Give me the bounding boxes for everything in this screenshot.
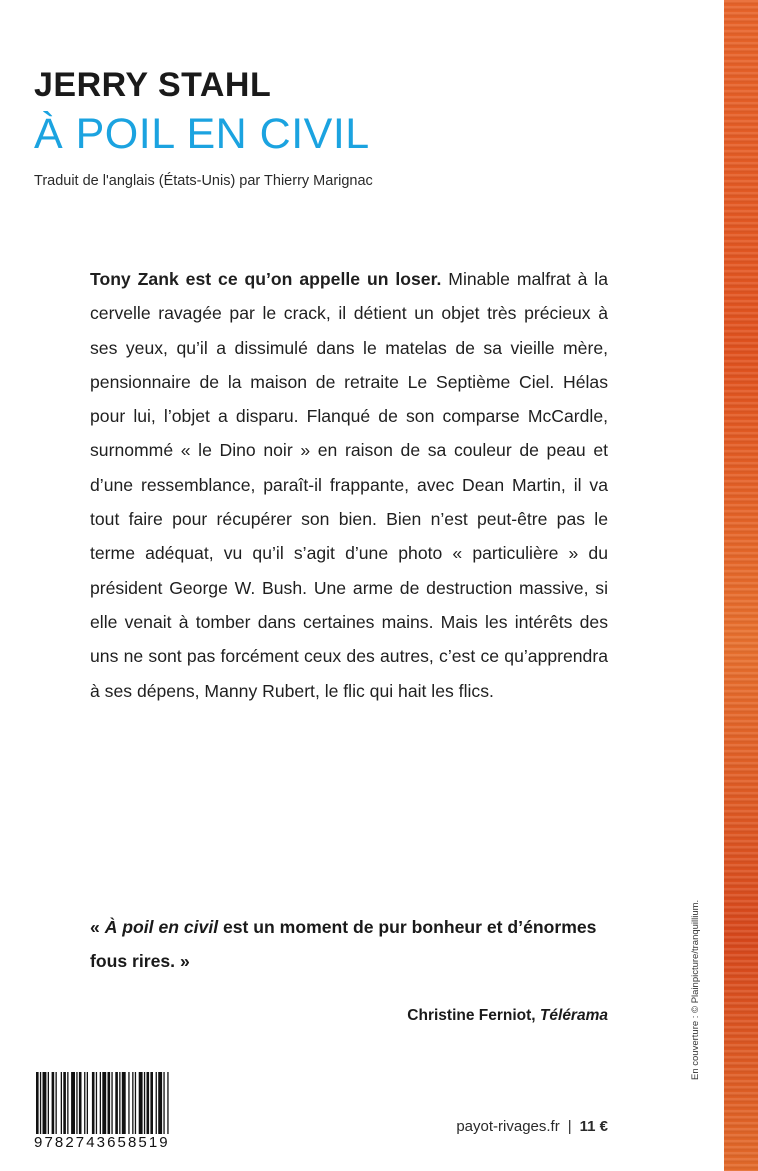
barcode-bar	[76, 1072, 77, 1134]
orange-spine-stripe	[724, 0, 758, 1171]
barcode-bar	[100, 1072, 101, 1134]
barcode-bar	[115, 1072, 118, 1134]
barcode-bar	[96, 1072, 97, 1134]
synopsis	[90, 262, 608, 708]
publisher-website: payot-rivages.fr	[456, 1118, 560, 1135]
quote-author: Christine Ferniot,	[407, 1007, 540, 1024]
barcode-bar	[135, 1072, 136, 1134]
barcode-bars	[34, 1072, 220, 1138]
translator-credit: Traduit de l'anglais (États-Unis) par Thierry Marignac	[34, 173, 373, 189]
barcode-bar	[158, 1072, 162, 1134]
barcode-bar	[79, 1072, 82, 1134]
barcode-bar	[92, 1072, 95, 1134]
barcode-bar	[122, 1072, 126, 1134]
cover-photo-credit: En couverture : © Plainpicture/tranquillium.	[690, 899, 701, 1080]
barcode-bar	[43, 1072, 47, 1134]
barcode-bar	[132, 1072, 133, 1134]
quote-text: est un moment de pur bonheur et d’énormes fous rires. »	[90, 917, 597, 971]
quote-title: À poil en civil	[104, 917, 219, 937]
barcode-bar	[128, 1072, 129, 1134]
barcode-bar	[56, 1072, 57, 1134]
price: 11 €	[579, 1118, 608, 1135]
quote-source	[407, 1007, 608, 1025]
barcode-bar	[61, 1072, 62, 1134]
footer-separator: |	[567, 1118, 572, 1135]
author-name: JERRY STAHL	[34, 66, 272, 104]
barcode-bar	[119, 1072, 120, 1134]
barcode-bar	[52, 1072, 55, 1134]
barcode-bar	[87, 1072, 88, 1134]
press-quote	[90, 910, 608, 978]
barcode-bar	[156, 1072, 157, 1134]
barcode-bar	[71, 1072, 75, 1134]
barcode-bar	[139, 1072, 143, 1134]
barcode-bar	[40, 1072, 41, 1138]
barcode-bar	[150, 1072, 153, 1134]
barcode-bar	[102, 1072, 106, 1134]
footer	[456, 1118, 608, 1135]
barcode-bar	[67, 1072, 68, 1134]
barcode-bar	[163, 1072, 164, 1134]
barcode-bar	[108, 1072, 111, 1134]
barcode-bar	[84, 1072, 85, 1134]
book-title: À POIL EN CIVIL	[34, 110, 370, 158]
barcode	[34, 1072, 220, 1154]
synopsis-body: Minable malfrat à la cervelle ravagée par le crack, il détient un objet très précieux à ses yeux, qu’il a dissimulé dans le matelas de sa vieille mère, pensionnaire de la maison de retraite Le Septième Ciel. Hélas pour lui, l’objet a disparu. Flanqué de son comparse McCardle, surnommé « le Dino noir » en raison de sa couleur de peau et d’une ressemblance, paraît-il frappante, avec Dean Martin, il va tout faire pour récupérer son bien. Bien n’est peut-être pas le terme adéquat, vu qu’il s’agit d’une photo « particulière » du président George W. Bush. Une arme de destruction massive, si elle venait à tomber dans certaines mains. Mais les intérêts des uns ne sont pas forcément ceux des autres, c’est ce qu’apprendra à ses dépens, Manny Rubert, le flic qui hait les flics.	[90, 269, 608, 701]
barcode-bar	[144, 1072, 145, 1134]
barcode-bar	[147, 1072, 150, 1134]
barcode-number: 9782743658519	[34, 1134, 220, 1151]
barcode-bar	[63, 1072, 66, 1134]
quote-publication: Télérama	[539, 1007, 608, 1024]
barcode-bar	[111, 1072, 112, 1134]
synopsis-lead: Tony Zank est ce qu’on appelle un loser.	[90, 269, 442, 289]
barcode-bar	[36, 1072, 39, 1138]
barcode-bar	[48, 1072, 49, 1134]
quote-open: «	[90, 917, 105, 937]
barcode-bar	[167, 1072, 168, 1138]
